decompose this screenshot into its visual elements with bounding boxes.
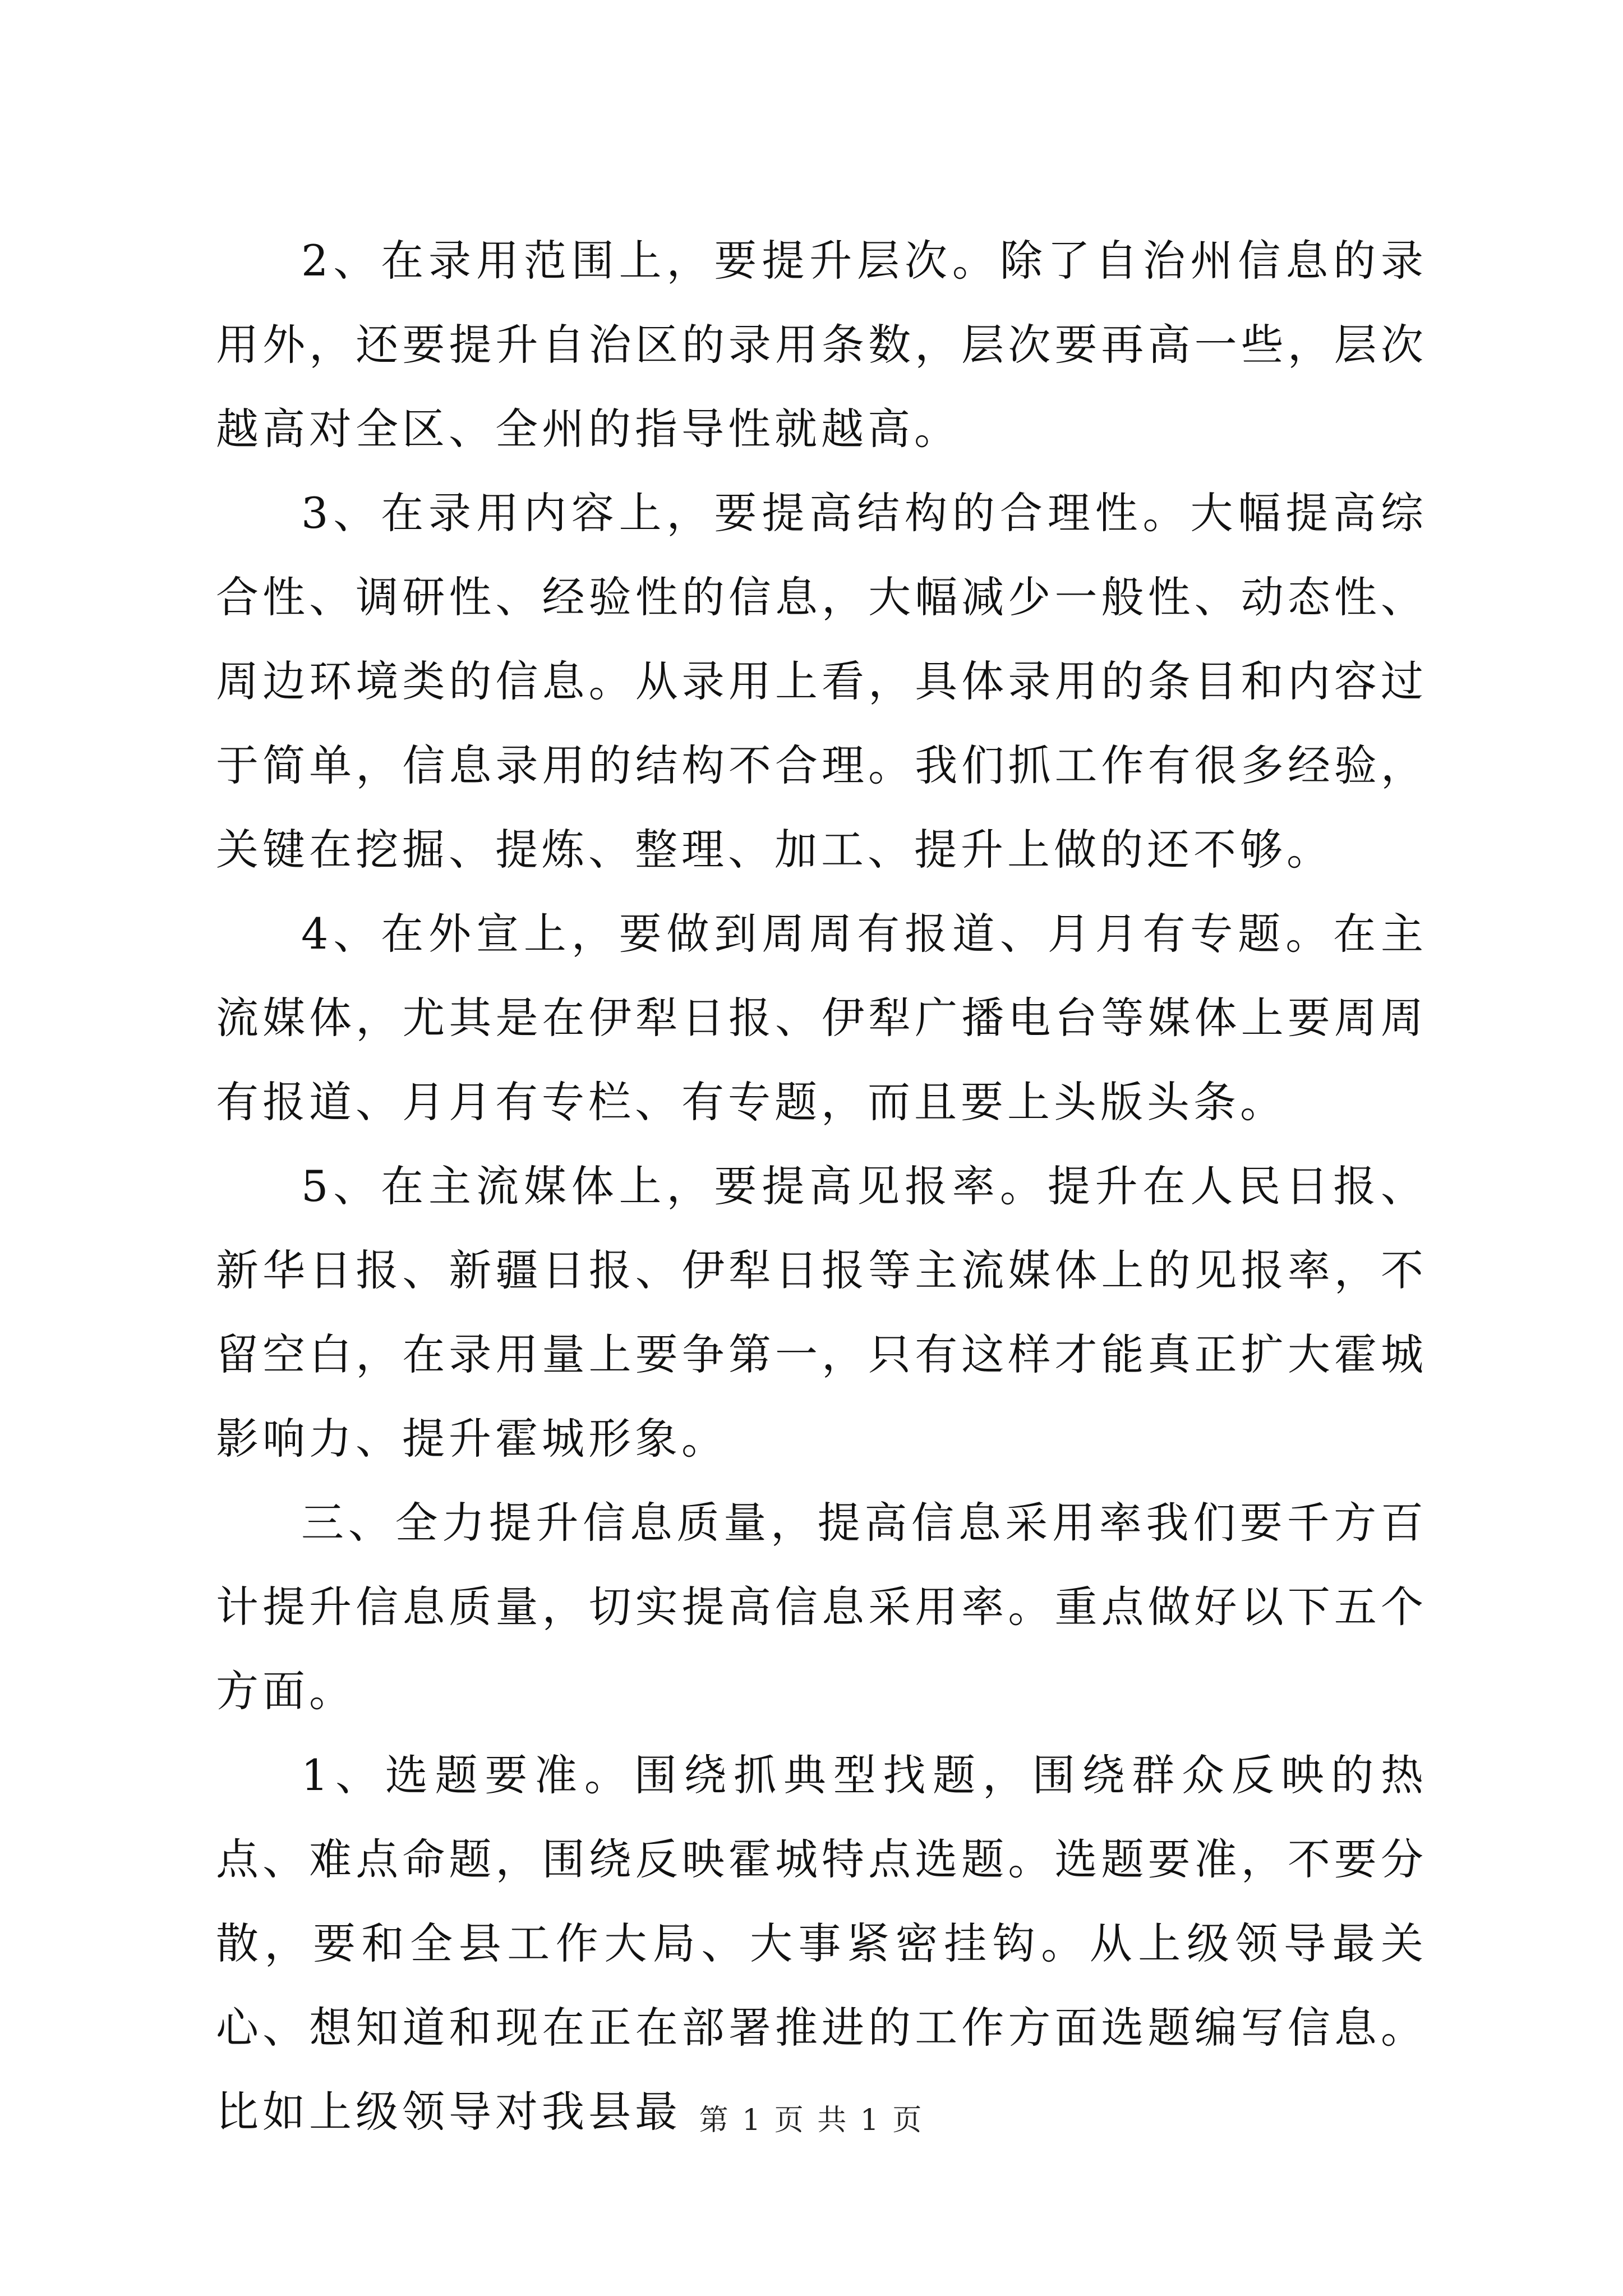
paragraph-external-publicity: 4、在外宣上，要做到周周有报道、月月有专题。在主流媒体，尤其是在伊犁日报、伊犁广播电台等媒体上要周周有报道、月月有专栏、有专题，而且要上头版头条。	[216, 909, 1427, 1127]
paragraph-topic-selection: 1、选题要准。围绕抓典型找题，围绕群众反映的热点、难点命题，围绕反映霍城特点选题。选题要准，不要分散，要和全县工作大局、大事紧密挂钩。从上级领导最关心、想知道和现在正在部署推进的工作方面选题编写信息。比如上级领导对我县最	[216, 1750, 1427, 2137]
page-footer	[0, 2101, 1623, 2140]
paragraph-recruitment-content: 3、在录用内容上，要提高结构的合理性。大幅提高综合性、调研性、经验性的信息，大幅减少一般性、动态性、周边环境类的信息。从录用上看，具体录用的条目和内容过于简单，信息录用的结构不合理。我们抓工作有很多经验，关键在挖掘、提炼、整理、加工、提升上做的还不够。	[216, 488, 1427, 875]
document-body	[216, 219, 1427, 2154]
paragraph-section-three: 三、全力提升信息质量，提高信息采用率我们要千方百计提升信息质量，切实提高信息采用率。重点做好以下五个方面。	[216, 1498, 1427, 1716]
page-number: 第 1 页 共 1 页	[699, 2104, 924, 2137]
paragraph-mainstream-media: 5、在主流媒体上，要提高见报率。提升在人民日报、新华日报、新疆日报、伊犁日报等主流媒体上的见报率，不留空白，在录用量上要争第一，只有这样才能真正扩大霍城影响力、提升霍城形象。	[216, 1161, 1427, 1464]
paragraph-recruitment-scope: 2、在录用范围上，要提升层次。除了自治州信息的录用外，还要提升自治区的录用条数，层次要再高一些，层次越高对全区、全州的指导性就越高。	[216, 236, 1427, 454]
